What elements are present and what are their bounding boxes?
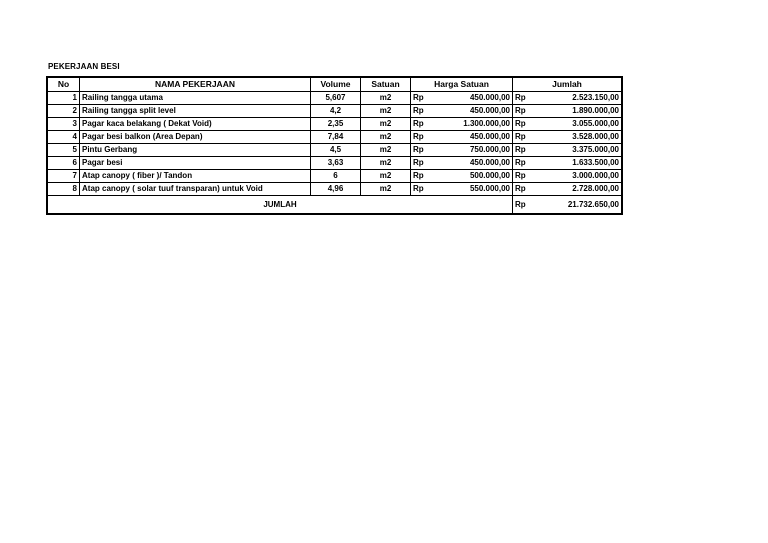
cell-name: Atap canopy ( solar tuuf transparan) untuk Void <box>80 183 311 196</box>
cell-no: 6 <box>47 157 80 170</box>
table-row <box>47 157 622 170</box>
header-no: No <box>47 77 80 92</box>
cell-satuan: m2 <box>361 183 411 196</box>
cell-no: 2 <box>47 105 80 118</box>
cell-harga: 550.000,00 <box>429 183 513 196</box>
cell-jumlah: 3.000.000,00 <box>531 170 622 183</box>
cell-harga: 1.300.000,00 <box>429 118 513 131</box>
table-row <box>47 144 622 157</box>
cell-jumlah: 3.055.000,00 <box>531 118 622 131</box>
total-currency: Rp <box>513 196 532 215</box>
cell-jumlah: 1.633.500,00 <box>531 157 622 170</box>
table-row <box>47 183 622 196</box>
cell-harga-currency: Rp <box>411 144 430 157</box>
cell-harga-currency: Rp <box>411 183 430 196</box>
cell-volume: 2,35 <box>311 118 361 131</box>
cell-harga-currency: Rp <box>411 118 430 131</box>
header-harga: Harga Satuan <box>411 77 513 92</box>
cell-name: Atap canopy ( fiber )/ Tandon <box>80 170 311 183</box>
cell-volume: 7,84 <box>311 131 361 144</box>
header-name: NAMA PEKERJAAN <box>80 77 311 92</box>
cell-harga: 450.000,00 <box>429 92 513 105</box>
cell-harga-currency: Rp <box>411 105 430 118</box>
cell-no: 3 <box>47 118 80 131</box>
cell-harga-currency: Rp <box>411 131 430 144</box>
cell-volume: 4,2 <box>311 105 361 118</box>
total-row <box>47 196 622 215</box>
cell-harga-currency: Rp <box>411 157 430 170</box>
cost-table <box>46 76 623 215</box>
cell-satuan: m2 <box>361 92 411 105</box>
cell-name: Pagar kaca belakang ( Dekat Void) <box>80 118 311 131</box>
total-value: 21.732.650,00 <box>531 196 622 215</box>
cell-volume: 4,5 <box>311 144 361 157</box>
cell-harga: 450.000,00 <box>429 105 513 118</box>
cell-jumlah-currency: Rp <box>513 157 532 170</box>
cell-jumlah: 1.890.000,00 <box>531 105 622 118</box>
cell-harga-currency: Rp <box>411 170 430 183</box>
cell-harga-currency: Rp <box>411 92 430 105</box>
cell-harga: 750.000,00 <box>429 144 513 157</box>
cell-volume: 4,96 <box>311 183 361 196</box>
cell-jumlah-currency: Rp <box>513 170 532 183</box>
cell-satuan: m2 <box>361 131 411 144</box>
cell-jumlah-currency: Rp <box>513 144 532 157</box>
table-row <box>47 118 622 131</box>
cell-jumlah-currency: Rp <box>513 92 532 105</box>
table-row <box>47 131 622 144</box>
cell-jumlah-currency: Rp <box>513 131 532 144</box>
cell-name: Pintu Gerbang <box>80 144 311 157</box>
cell-harga: 450.000,00 <box>429 157 513 170</box>
cell-jumlah: 3.375.000,00 <box>531 144 622 157</box>
cell-harga: 500.000,00 <box>429 170 513 183</box>
cell-volume: 3,63 <box>311 157 361 170</box>
cell-no: 7 <box>47 170 80 183</box>
cell-jumlah: 2.523.150,00 <box>531 92 622 105</box>
header-jumlah: Jumlah <box>513 77 623 92</box>
cell-satuan: m2 <box>361 144 411 157</box>
cell-jumlah: 2.728.000,00 <box>531 183 622 196</box>
cell-jumlah: 3.528.000,00 <box>531 131 622 144</box>
cell-satuan: m2 <box>361 105 411 118</box>
cell-name: Pagar besi <box>80 157 311 170</box>
table-row <box>47 105 622 118</box>
table-row <box>47 92 622 105</box>
cell-name: Pagar besi balkon (Area Depan) <box>80 131 311 144</box>
cell-volume: 6 <box>311 170 361 183</box>
page-title: PEKERJAAN BESI <box>48 62 120 71</box>
cell-no: 5 <box>47 144 80 157</box>
cell-harga: 450.000,00 <box>429 131 513 144</box>
cell-no: 1 <box>47 92 80 105</box>
header-satuan: Satuan <box>361 77 411 92</box>
cell-volume: 5,607 <box>311 92 361 105</box>
cell-no: 4 <box>47 131 80 144</box>
cell-jumlah-currency: Rp <box>513 183 532 196</box>
cell-jumlah-currency: Rp <box>513 105 532 118</box>
cell-no: 8 <box>47 183 80 196</box>
cell-satuan: m2 <box>361 118 411 131</box>
header-volume: Volume <box>311 77 361 92</box>
cell-satuan: m2 <box>361 157 411 170</box>
cell-name: Railing tangga utama <box>80 92 311 105</box>
cell-name: Railing tangga split level <box>80 105 311 118</box>
table-row <box>47 170 622 183</box>
cell-satuan: m2 <box>361 170 411 183</box>
header-row <box>47 77 622 92</box>
cell-jumlah-currency: Rp <box>513 118 532 131</box>
total-label: JUMLAH <box>47 196 513 215</box>
